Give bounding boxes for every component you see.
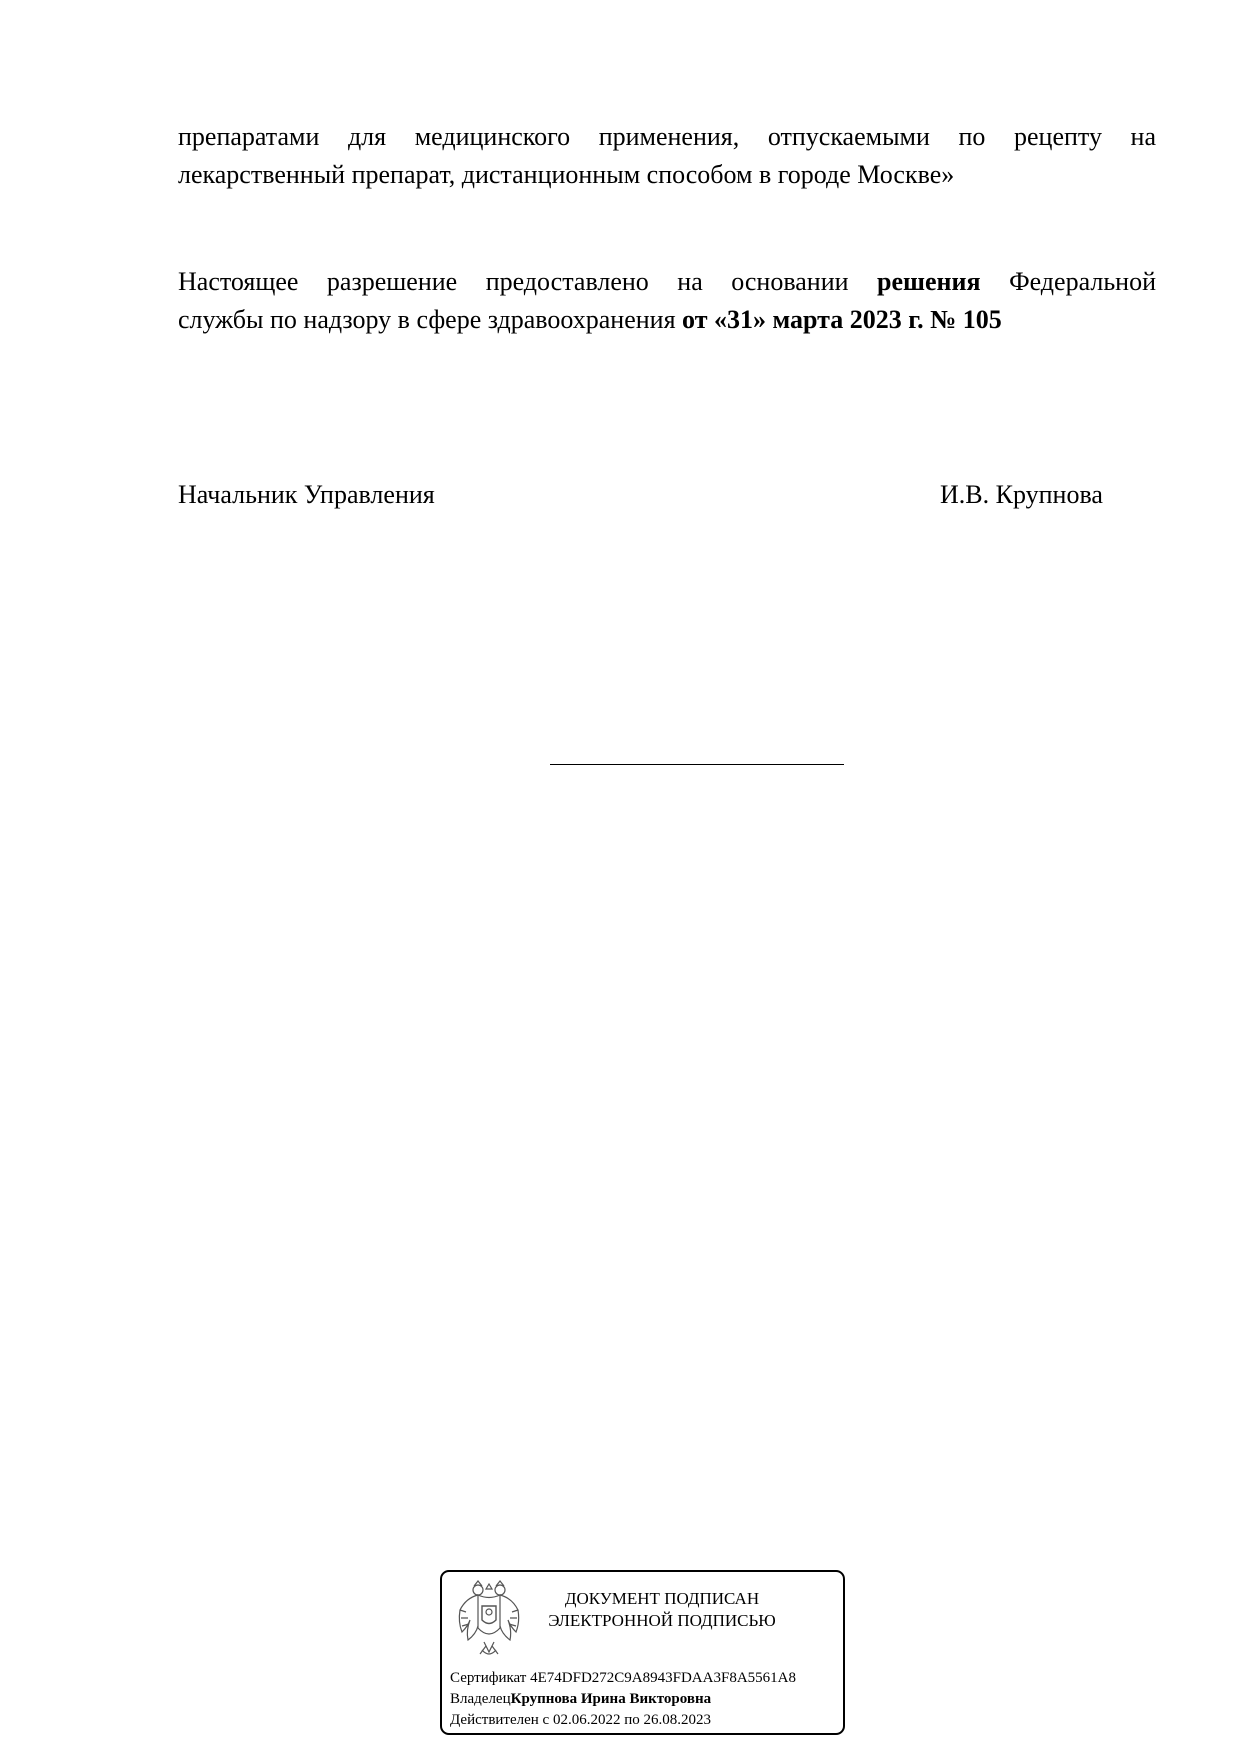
certificate-row xyxy=(450,1668,796,1688)
stamp-heading xyxy=(542,1588,782,1632)
signatory-name: И.В. Крупнова xyxy=(940,480,1103,509)
owner-row xyxy=(450,1689,711,1709)
paragraph-line: лекарственный препарат, дистанционным способом в городе Москве» xyxy=(178,160,955,189)
stamp-heading-line: ЭЛЕКТРОННОЙ ПОДПИСЬЮ xyxy=(548,1611,776,1630)
owner-label: Владелец xyxy=(450,1691,511,1707)
paragraph-line xyxy=(178,301,1156,339)
russian-coat-of-arms-icon xyxy=(456,1580,522,1660)
stamp-heading-line: ДОКУМЕНТ ПОДПИСАН xyxy=(564,1589,760,1608)
end-divider xyxy=(550,764,844,765)
permit-basis-paragraph xyxy=(178,263,1156,339)
paragraph-line xyxy=(178,263,1156,301)
certificate-label: Сертификат xyxy=(450,1670,527,1686)
paragraph-line: препаратами для медицинского применения, отпускаемыми по рецепту на xyxy=(178,122,1156,151)
basis-text: Федеральной xyxy=(980,267,1157,296)
owner-value: Крупнова Ирина Викторовна xyxy=(510,1691,712,1707)
decision-date-number: от «31» марта 2023 г. № 105 xyxy=(682,305,1002,334)
basis-text: службы по надзору в сфере здравоохранения xyxy=(178,305,683,334)
certificate-value: 4E74DFD272C9A8943FDAA3F8A5561A8 xyxy=(530,1670,796,1686)
electronic-signature-stamp xyxy=(440,1570,845,1735)
decision-word: решения xyxy=(877,267,981,296)
permit-subject-paragraph xyxy=(178,118,1156,194)
validity-row: Действителен с 02.06.2022 по 26.08.2023 xyxy=(450,1712,711,1728)
basis-text: Настоящее разрешение предоставлено на основании xyxy=(178,267,878,296)
signatory-title: Начальник Управления xyxy=(178,480,435,509)
